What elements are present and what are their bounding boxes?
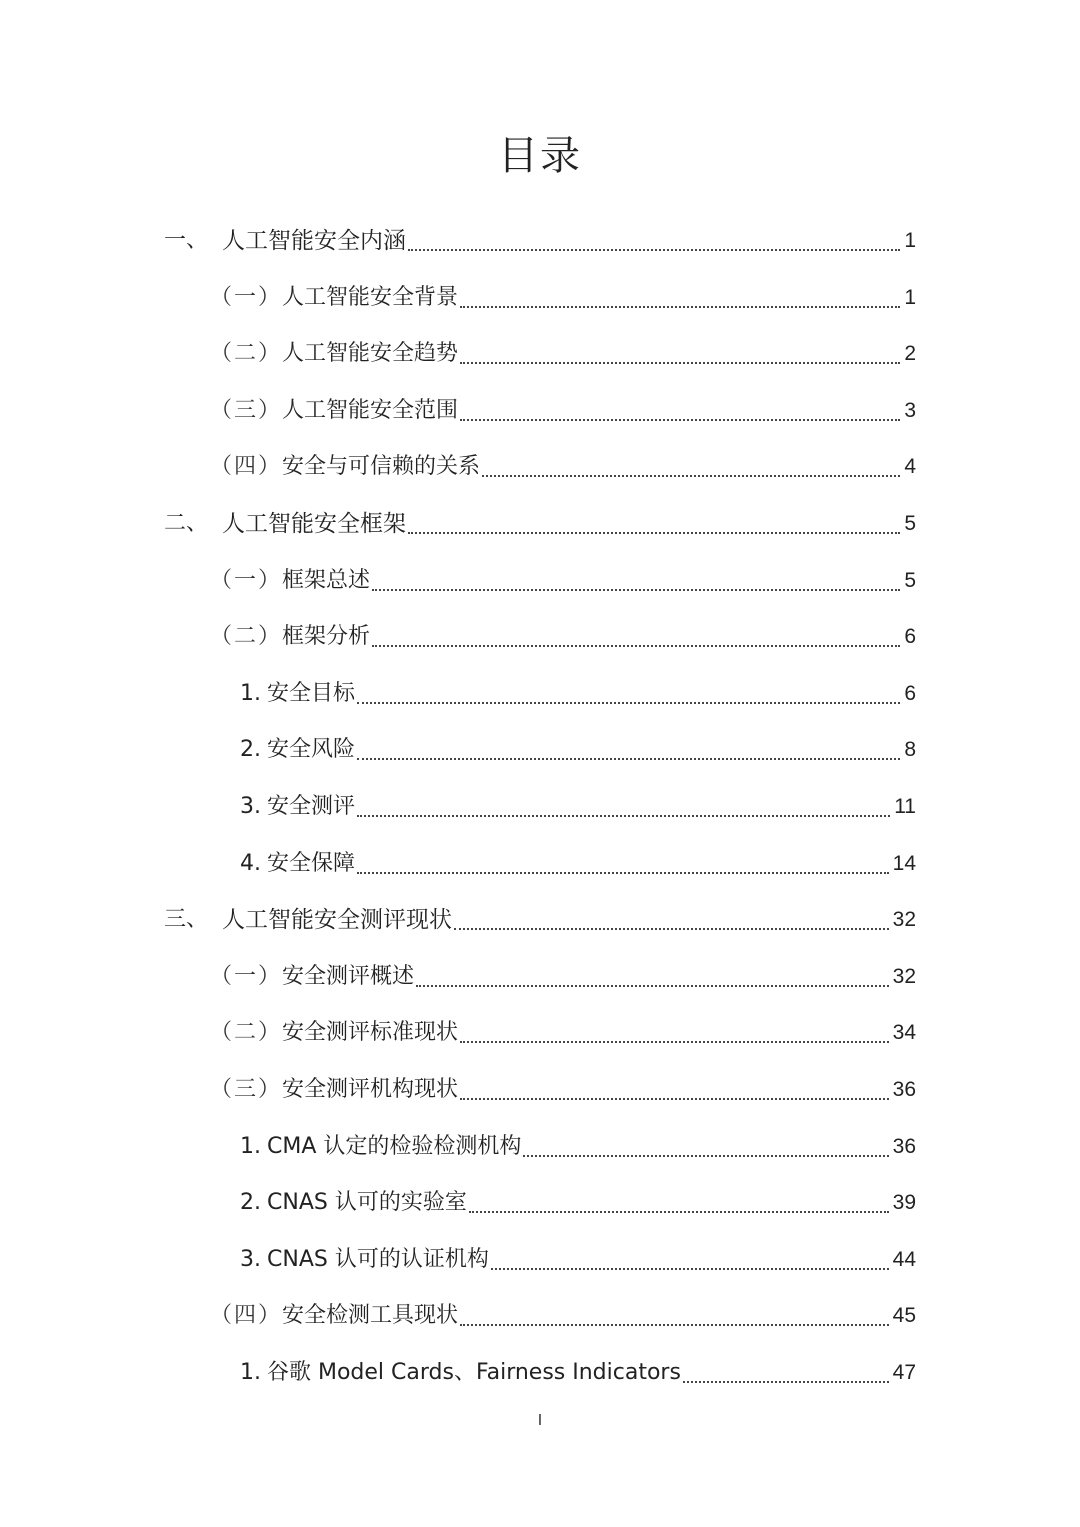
toc-entry[interactable] bbox=[210, 1005, 916, 1061]
toc-entry-title: 安全检测工具现状 bbox=[282, 1303, 459, 1328]
toc-entry-title: 人工智能安全内涵 bbox=[222, 228, 406, 254]
toc-dot-leader bbox=[357, 815, 890, 817]
toc-dot-leader bbox=[357, 758, 900, 760]
toc-entry-title: 安全测评 bbox=[267, 794, 356, 819]
toc-entry[interactable] bbox=[240, 1119, 916, 1175]
toc-dot-leader bbox=[460, 1041, 889, 1043]
toc-entry-page: 39 bbox=[892, 1191, 916, 1214]
toc-entry-number: 2. bbox=[240, 737, 261, 762]
toc-entry-page: 11 bbox=[894, 795, 916, 818]
toc-entry-title: 框架总述 bbox=[282, 568, 371, 593]
toc-entry[interactable] bbox=[240, 1175, 916, 1231]
toc-entry-number: 1. bbox=[240, 681, 261, 706]
toc-entry-title: 安全测评标准现状 bbox=[282, 1020, 459, 1045]
toc-entry-number: 一、 bbox=[164, 228, 209, 253]
toc-entry-page: 36 bbox=[892, 1135, 916, 1158]
toc-entry-title: 框架分析 bbox=[282, 624, 371, 649]
toc-dot-leader bbox=[454, 928, 889, 930]
toc-entry-title: CMA 认定的检验检测机构 bbox=[267, 1134, 522, 1159]
toc-dot-leader bbox=[460, 362, 900, 364]
toc-entry[interactable] bbox=[164, 892, 916, 948]
toc-entry-title: 安全目标 bbox=[267, 681, 356, 706]
toc-entry-page: 3 bbox=[904, 399, 916, 422]
toc-dot-leader bbox=[357, 872, 889, 874]
toc-entry-page: 47 bbox=[892, 1361, 916, 1384]
toc-entry-title: 安全风险 bbox=[267, 737, 356, 762]
toc-dot-leader bbox=[460, 1098, 889, 1100]
toc-dot-leader bbox=[408, 532, 900, 534]
toc-dot-leader bbox=[469, 1211, 889, 1213]
toc-entry[interactable] bbox=[240, 1345, 916, 1401]
toc-entry-number: （一） bbox=[210, 568, 283, 593]
toc-entry[interactable] bbox=[210, 609, 916, 665]
toc-entry-number: 2. bbox=[240, 1190, 261, 1215]
toc-entry-page: 1 bbox=[904, 229, 916, 252]
toc-entry-page: 5 bbox=[904, 569, 916, 592]
toc-dot-leader bbox=[491, 1268, 889, 1270]
toc-dot-leader bbox=[460, 419, 900, 421]
toc-entry-number: 三、 bbox=[164, 907, 209, 932]
toc-entry[interactable] bbox=[210, 553, 916, 609]
toc-entry-number: （一） bbox=[210, 285, 283, 310]
toc-entry-number: （一） bbox=[210, 964, 283, 989]
toc-entry-title: 安全测评机构现状 bbox=[282, 1077, 459, 1102]
toc-entry-number: （三） bbox=[210, 1077, 283, 1102]
toc-dot-leader bbox=[357, 702, 900, 704]
toc-entry-page: 32 bbox=[892, 965, 916, 988]
toc-dot-leader bbox=[460, 1324, 889, 1326]
toc-entry-title: 安全与可信赖的关系 bbox=[282, 454, 481, 479]
toc-entry[interactable] bbox=[240, 779, 916, 835]
toc-entry[interactable] bbox=[240, 836, 916, 892]
toc-entry[interactable] bbox=[210, 326, 916, 382]
toc-entry-title: 安全测评概述 bbox=[282, 964, 415, 989]
toc-entry-page: 36 bbox=[892, 1078, 916, 1101]
page-title: 目录 bbox=[498, 133, 582, 179]
toc-entry-title: 人工智能安全趋势 bbox=[282, 341, 459, 366]
toc-dot-leader bbox=[416, 985, 889, 987]
toc-entry[interactable] bbox=[210, 1288, 916, 1344]
toc-entry-page: 6 bbox=[904, 682, 916, 705]
toc-entry-title: 人工智能安全测评现状 bbox=[222, 907, 452, 933]
toc-entry-page: 14 bbox=[892, 852, 916, 875]
toc-entry-number: 二、 bbox=[164, 511, 209, 536]
toc-entry-number: 1. bbox=[240, 1360, 261, 1385]
toc-entry[interactable] bbox=[210, 270, 916, 326]
toc-entry-page: 34 bbox=[892, 1021, 916, 1044]
toc-entry-title: CNAS 认可的认证机构 bbox=[267, 1247, 489, 1272]
page-number-footer: I bbox=[537, 1412, 543, 1429]
toc-entry-page: 8 bbox=[904, 738, 916, 761]
toc-dot-leader bbox=[408, 249, 900, 251]
toc-entry-page: 4 bbox=[904, 455, 916, 478]
toc-entry-number: （三） bbox=[210, 398, 283, 423]
toc-entry[interactable] bbox=[240, 722, 916, 778]
toc-entry-page: 45 bbox=[892, 1304, 916, 1327]
toc-entry[interactable] bbox=[210, 949, 916, 1005]
toc-entry-number: 3. bbox=[240, 794, 261, 819]
toc-entry[interactable] bbox=[240, 1232, 916, 1288]
toc-entry-number: （四） bbox=[210, 1303, 283, 1328]
toc-entry[interactable] bbox=[164, 496, 916, 552]
toc-entry-page: 1 bbox=[904, 286, 916, 309]
toc-entry-title: 谷歌 Model Cards、Fairness Indicators bbox=[267, 1360, 681, 1385]
toc-entry-number: （二） bbox=[210, 341, 283, 366]
toc-entry-title: 安全保障 bbox=[267, 851, 356, 876]
toc-dot-leader bbox=[482, 475, 900, 477]
toc-dot-leader bbox=[460, 306, 900, 308]
toc-entry-title: CNAS 认可的实验室 bbox=[267, 1190, 467, 1215]
toc-entry-page: 5 bbox=[904, 512, 916, 535]
toc-entry-number: 4. bbox=[240, 851, 261, 876]
toc-entry-number: 1. bbox=[240, 1134, 261, 1159]
toc-dot-leader bbox=[683, 1381, 889, 1383]
toc-entry[interactable] bbox=[240, 666, 916, 722]
toc-entry-number: （二） bbox=[210, 1020, 283, 1045]
toc-entry-title: 人工智能安全框架 bbox=[222, 511, 406, 537]
toc-dot-leader bbox=[372, 645, 900, 647]
toc-entry-number: （四） bbox=[210, 454, 283, 479]
toc-entry-page: 6 bbox=[904, 625, 916, 648]
toc-entry[interactable] bbox=[210, 383, 916, 439]
toc-entry-number: （二） bbox=[210, 624, 283, 649]
toc-dot-leader bbox=[372, 589, 900, 591]
toc-entry-page: 32 bbox=[892, 908, 916, 931]
toc-entry-number: 3. bbox=[240, 1247, 261, 1272]
toc-entry-title: 人工智能安全范围 bbox=[282, 398, 459, 423]
toc-entry[interactable] bbox=[210, 1062, 916, 1118]
toc-entry[interactable] bbox=[210, 439, 916, 495]
toc-entry-page: 44 bbox=[892, 1248, 916, 1271]
toc-entry-title: 人工智能安全背景 bbox=[282, 285, 459, 310]
toc-entry-page: 2 bbox=[904, 342, 916, 365]
toc-entry[interactable] bbox=[164, 213, 916, 269]
toc-dot-leader bbox=[523, 1155, 888, 1157]
